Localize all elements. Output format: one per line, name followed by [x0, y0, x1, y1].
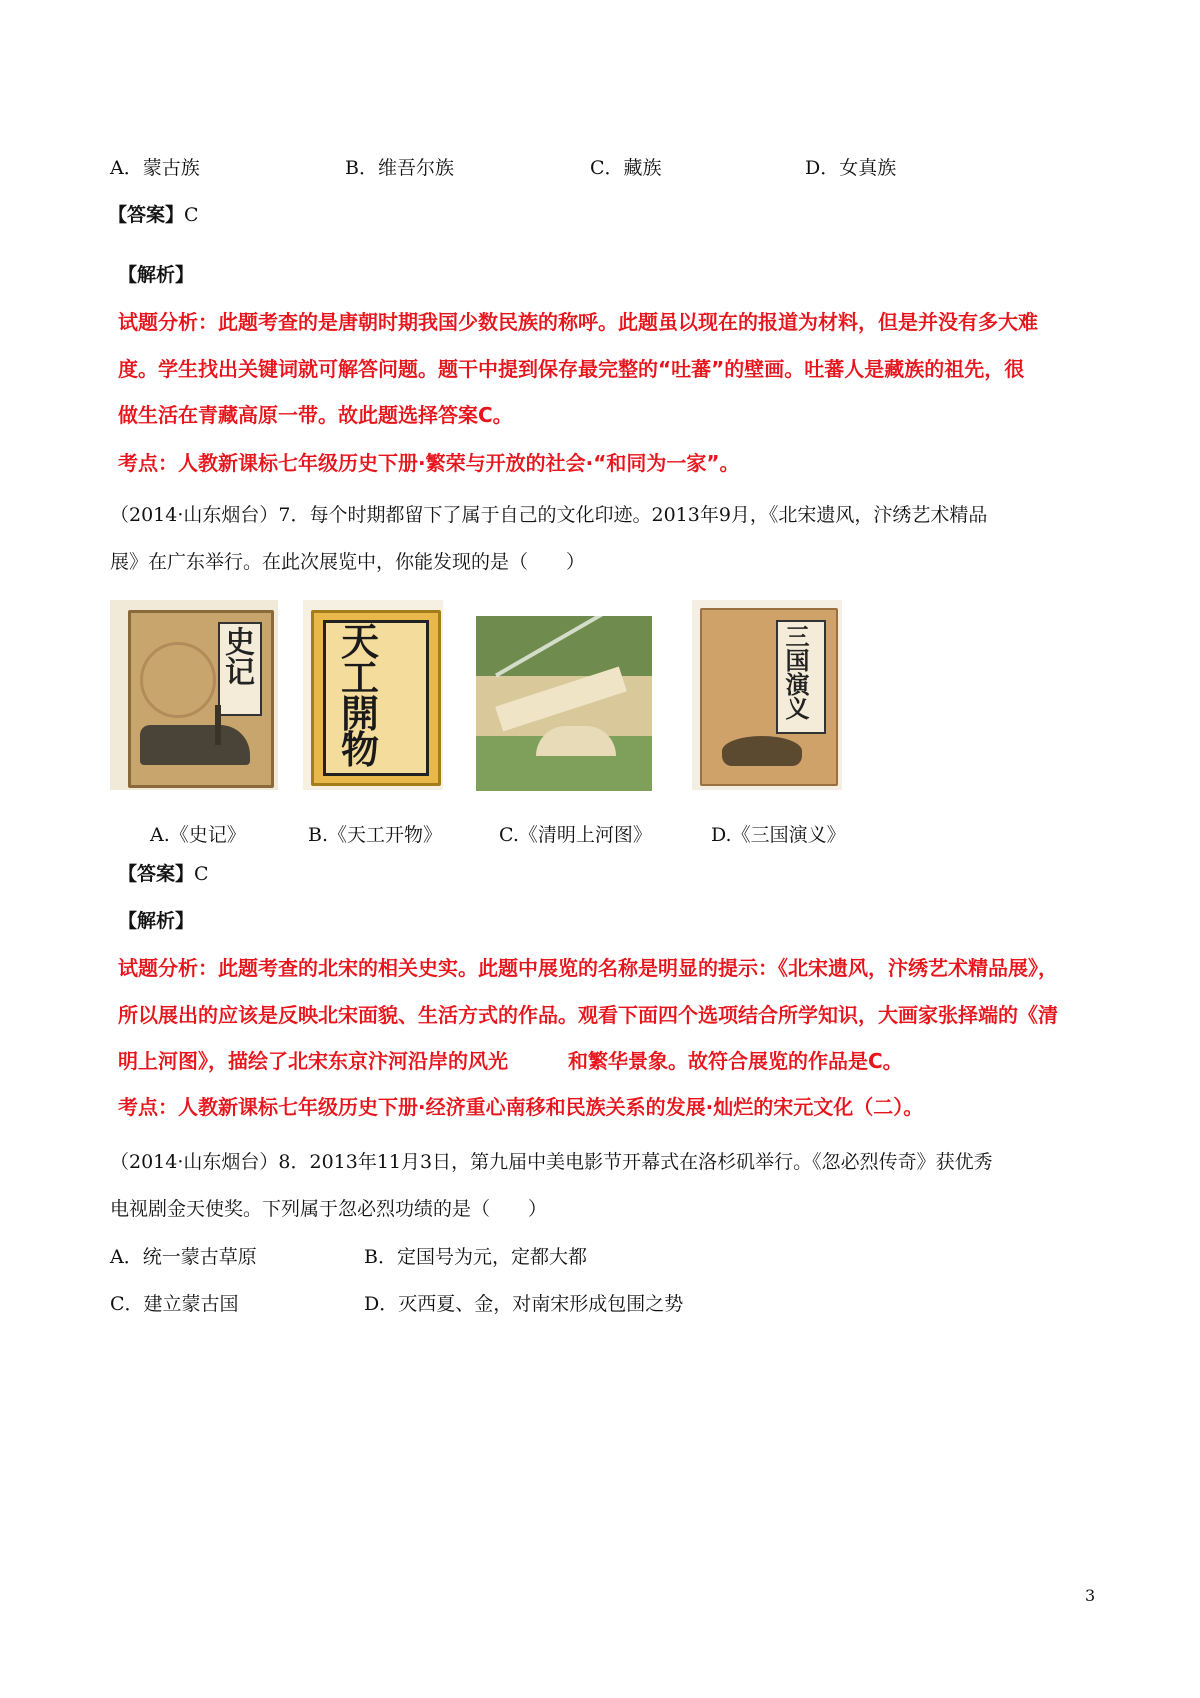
q7-option-d: D.《三国演义》: [711, 824, 846, 846]
q7-option-a: A.《史记》: [150, 824, 246, 846]
q7-stem-line-1: （2014·山东烟台）7．每个时期都留下了属于自己的文化印迹。2013年9月，《北宋遗风，汴绣艺术精品: [110, 504, 988, 526]
answer-value: C: [184, 204, 199, 226]
sanguo-yanyi-title: 三国演义: [781, 624, 810, 720]
q7-analysis-line-2: 所以展出的应该是反映北宋面貌、生活方式的作品。观看下面四个选项结合所学知识，大画家张择端的《清: [118, 1003, 1058, 1027]
q6-option-a: A．蒙古族: [110, 157, 200, 179]
qingming-shanghe-tu-image: [476, 616, 652, 791]
q7-analysis-line-1: 试题分析：此题考查的北宋的相关史实。此题中展览的名称是明显的提示：《北宋遗风，汴绣艺术精品展》，: [118, 956, 1058, 980]
answer-label: 【答案】: [108, 204, 185, 226]
shiji-title: 史记: [219, 626, 254, 686]
q7-analysis-label: 【解析】: [118, 910, 195, 932]
q7-option-c: C.《清明上河图》: [499, 824, 652, 846]
q6-option-c: C．藏族: [590, 157, 662, 179]
q8-option-a: A．统一蒙古草原: [110, 1246, 257, 1268]
q6-analysis-line-1: 试题分析：此题考查的是唐朝时期我国少数民族的称呼。此题虽以现在的报道为材料，但是并没有多大难: [118, 310, 1038, 334]
q8-option-c: C．建立蒙古国: [110, 1293, 239, 1315]
answer-value: C: [194, 863, 209, 885]
q6-option-b: B．维吾尔族: [345, 157, 454, 179]
sanguo-yanyi-book-image: [692, 600, 842, 790]
q7-kaodian: 考点：人教新课标七年级历史下册·经济重心南移和民族关系的发展·灿烂的宋元文化（二）。: [118, 1095, 924, 1119]
q7-stem-line-2: 展》在广东举行。在此次展览中，你能发现的是（ ）: [110, 551, 586, 573]
q6-analysis-line-2: 度。学生找出关键词就可解答问题。题干中提到保存最完整的“吐蕃”的壁画。吐蕃人是藏族的祖先，很: [118, 357, 1025, 381]
q7-analysis-line-3: 明上河图》，描绘了北宋东京汴河沿岸的风光 和繁华景象。故符合展览的作品是C。: [118, 1049, 903, 1073]
q7-option-b: B.《天工开物》: [308, 824, 443, 846]
shiji-book-image: [110, 600, 278, 790]
q6-analysis-label: 【解析】: [118, 264, 195, 286]
tiangong-kaiwu-book-image: [303, 600, 443, 790]
page-number: 3: [1085, 1586, 1096, 1605]
q8-stem-line-2: 电视剧金天使奖。下列属于忽必烈功绩的是（ ）: [110, 1198, 548, 1220]
q6-option-d: D．女真族: [805, 157, 897, 179]
q8-option-b: B．定国号为元，定都大都: [364, 1246, 587, 1268]
q6-kaodian: 考点：人教新课标七年级历史下册·繁荣与开放的社会·“和同为一家”。: [118, 451, 740, 475]
q7-answer: [118, 861, 209, 887]
tiangong-kaiwu-title: 天工開物: [341, 619, 380, 772]
q8-stem-line-1: （2014·山东烟台）8．2013年11月3日，第九届中美电影节开幕式在洛杉矶举行。《忽必烈传奇》获优秀: [110, 1151, 993, 1173]
q8-option-d: D．灭西夏、金，对南宋形成包围之势: [364, 1293, 684, 1315]
q6-analysis-line-3: 做生活在青藏高原一带。故此题选择答案C。: [118, 403, 513, 427]
q6-answer: [108, 202, 199, 228]
answer-label: 【答案】: [118, 863, 195, 885]
